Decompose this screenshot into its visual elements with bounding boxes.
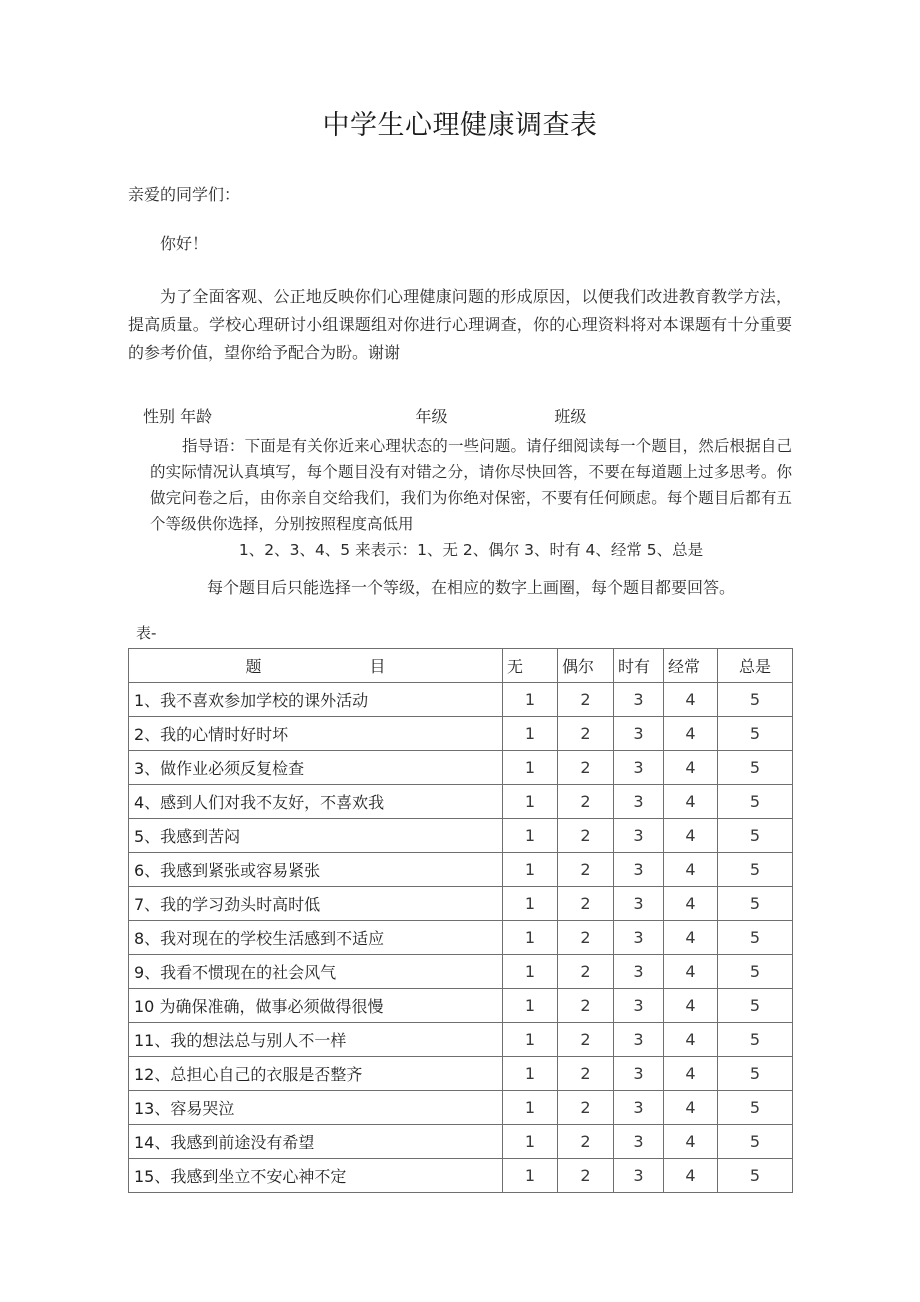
table-row <box>129 785 793 819</box>
column-header-always: 总是 <box>718 649 793 683</box>
table-row <box>129 1125 793 1159</box>
rating-option-3[interactable]: 3 <box>614 1091 664 1125</box>
rating-option-1[interactable]: 1 <box>503 955 558 989</box>
rating-option-1[interactable]: 1 <box>503 1023 558 1057</box>
rating-option-1[interactable]: 1 <box>503 819 558 853</box>
rating-option-5[interactable]: 5 <box>718 751 793 785</box>
rating-option-5[interactable]: 5 <box>718 1023 793 1057</box>
greeting-text: 你好！ <box>160 234 209 253</box>
rating-option-5[interactable]: 5 <box>718 1159 793 1193</box>
rating-option-5[interactable]: 5 <box>718 785 793 819</box>
rating-option-1[interactable]: 1 <box>503 683 558 717</box>
answering-note: 每个题目后只能选择一个等级，在相应的数字上画圈，每个题目都要回答。 <box>206 578 735 597</box>
survey-table-container <box>128 648 792 1193</box>
rating-option-4[interactable]: 4 <box>664 887 718 921</box>
column-header-item <box>129 649 503 683</box>
rating-option-2[interactable]: 2 <box>558 751 614 785</box>
rating-option-2[interactable]: 2 <box>558 1159 614 1193</box>
rating-option-1[interactable]: 1 <box>503 853 558 887</box>
rating-option-2[interactable]: 2 <box>558 1091 614 1125</box>
rating-option-2[interactable]: 2 <box>558 1057 614 1091</box>
column-header-rarely: 偶尔 <box>558 649 614 683</box>
rating-option-4[interactable]: 4 <box>664 683 718 717</box>
rating-option-3[interactable]: 3 <box>614 751 664 785</box>
page-title: 中学生心理健康调查表 <box>322 110 598 141</box>
intro-paragraph: 为了全面客观、公正地反映你们心理健康问题的形成原因，以便我们改进教育教学方法，提高质量。学校心理研讨小组课题组对你进行心理调查，你的心理资料将对本课题有十分重要的参考价值，望你给予配合为盼。谢谢 <box>128 287 792 362</box>
rating-option-3[interactable]: 3 <box>614 853 664 887</box>
rating-option-2[interactable]: 2 <box>558 1023 614 1057</box>
rating-option-2[interactable]: 2 <box>558 887 614 921</box>
rating-option-1[interactable]: 1 <box>503 921 558 955</box>
rating-option-1[interactable]: 1 <box>503 1091 558 1125</box>
table-row <box>129 921 793 955</box>
rating-option-3[interactable]: 3 <box>614 1023 664 1057</box>
table-row <box>129 1023 793 1057</box>
survey-table-body <box>129 683 793 1193</box>
question-text: 14、我感到前途没有希望 <box>129 1125 503 1159</box>
question-text: 12、总担心自己的衣服是否整齐 <box>129 1057 503 1091</box>
rating-option-3[interactable]: 3 <box>614 785 664 819</box>
rating-option-1[interactable]: 1 <box>503 1125 558 1159</box>
rating-option-3[interactable]: 3 <box>614 989 664 1023</box>
rating-option-4[interactable]: 4 <box>664 989 718 1023</box>
rating-option-4[interactable]: 4 <box>664 1125 718 1159</box>
column-header-item-left: 题 <box>245 657 262 676</box>
rating-option-4[interactable]: 4 <box>664 921 718 955</box>
question-text: 2、我的心情时好时坏 <box>129 717 503 751</box>
table-header-row <box>129 649 793 683</box>
salutation-text: 亲爱的同学们： <box>128 185 241 204</box>
rating-option-3[interactable]: 3 <box>614 887 664 921</box>
table-row <box>129 751 793 785</box>
rating-option-4[interactable]: 4 <box>664 717 718 751</box>
rating-option-4[interactable]: 4 <box>664 785 718 819</box>
rating-option-3[interactable]: 3 <box>614 921 664 955</box>
table-row <box>129 1159 793 1193</box>
table-row <box>129 717 793 751</box>
question-text: 7、我的学习劲头时高时低 <box>129 887 503 921</box>
rating-option-2[interactable]: 2 <box>558 1125 614 1159</box>
guidance-scale-legend: 1、2、3、4、5 来表示：1、无 2、偶尔 3、时有 4、经常 5、总是 <box>238 541 704 559</box>
rating-option-1[interactable]: 1 <box>503 989 558 1023</box>
rating-option-3[interactable]: 3 <box>614 819 664 853</box>
rating-option-3[interactable]: 3 <box>614 955 664 989</box>
rating-option-2[interactable]: 2 <box>558 819 614 853</box>
table-row <box>129 1057 793 1091</box>
table-row <box>129 955 793 989</box>
question-text: 11、我的想法总与别人不一样 <box>129 1023 503 1057</box>
rating-option-5[interactable]: 5 <box>718 989 793 1023</box>
rating-option-4[interactable]: 4 <box>664 819 718 853</box>
column-header-often: 经常 <box>664 649 718 683</box>
rating-option-5[interactable]: 5 <box>718 819 793 853</box>
rating-option-5[interactable]: 5 <box>718 1057 793 1091</box>
rating-option-4[interactable]: 4 <box>664 751 718 785</box>
identity-fields-line: 性别 年龄 年级 班级 <box>143 407 587 426</box>
rating-option-2[interactable]: 2 <box>558 717 614 751</box>
table-row <box>129 683 793 717</box>
rating-option-1[interactable]: 1 <box>503 751 558 785</box>
question-text: 1、我不喜欢参加学校的课外活动 <box>129 683 503 717</box>
table-row <box>129 819 793 853</box>
rating-option-1[interactable]: 1 <box>503 717 558 751</box>
rating-option-5[interactable]: 5 <box>718 853 793 887</box>
column-header-none: 无 <box>503 649 558 683</box>
rating-option-4[interactable]: 4 <box>664 955 718 989</box>
rating-option-1[interactable]: 1 <box>503 1057 558 1091</box>
rating-option-5[interactable]: 5 <box>718 1125 793 1159</box>
question-text: 10 为确保准确，做事必须做得很慢 <box>129 989 503 1023</box>
rating-option-5[interactable]: 5 <box>718 921 793 955</box>
question-text: 9、我看不惯现在的社会风气 <box>129 955 503 989</box>
column-header-item-right: 目 <box>369 657 386 676</box>
rating-option-4[interactable]: 4 <box>664 853 718 887</box>
table-caption: 表- <box>136 624 157 642</box>
question-text: 13、容易哭泣 <box>129 1091 503 1125</box>
guidance-body: 指导语：下面是有关你近来心理状态的一些问题。请仔细阅读每一个题目，然后根据自己的实际情况认真填写，每个题目没有对错之分，请你尽快回答，不要在每道题上过多思考。你做完问卷之后，由你亲自交给我们，我们为你绝对保密，不要有任何顾虑。每个题目后都有五个等级供你选择，分别按照程度高低用 <box>150 437 792 533</box>
guidance-block <box>150 433 792 563</box>
rating-option-5[interactable]: 5 <box>718 955 793 989</box>
table-row <box>129 853 793 887</box>
rating-option-1[interactable]: 1 <box>503 1159 558 1193</box>
rating-option-2[interactable]: 2 <box>558 989 614 1023</box>
question-text: 4、感到人们对我不友好，不喜欢我 <box>129 785 503 819</box>
rating-option-1[interactable]: 1 <box>503 785 558 819</box>
rating-option-5[interactable]: 5 <box>718 1091 793 1125</box>
rating-option-3[interactable]: 3 <box>614 717 664 751</box>
survey-table <box>128 648 793 1193</box>
rating-option-4[interactable]: 4 <box>664 1023 718 1057</box>
rating-option-3[interactable]: 3 <box>614 683 664 717</box>
rating-option-2[interactable]: 2 <box>558 683 614 717</box>
rating-option-4[interactable]: 4 <box>664 1091 718 1125</box>
table-row <box>129 1091 793 1125</box>
rating-option-5[interactable]: 5 <box>718 887 793 921</box>
table-row <box>129 989 793 1023</box>
table-row <box>129 887 793 921</box>
rating-option-2[interactable]: 2 <box>558 785 614 819</box>
rating-option-5[interactable]: 5 <box>718 683 793 717</box>
question-text: 3、做作业必须反复检查 <box>129 751 503 785</box>
column-header-sometimes: 时有 <box>614 649 664 683</box>
rating-option-2[interactable]: 2 <box>558 853 614 887</box>
question-text: 8、我对现在的学校生活感到不适应 <box>129 921 503 955</box>
rating-option-1[interactable]: 1 <box>503 887 558 921</box>
rating-option-5[interactable]: 5 <box>718 717 793 751</box>
rating-option-3[interactable]: 3 <box>614 1159 664 1193</box>
question-text: 6、我感到紧张或容易紧张 <box>129 853 503 887</box>
rating-option-4[interactable]: 4 <box>664 1057 718 1091</box>
rating-option-3[interactable]: 3 <box>614 1057 664 1091</box>
rating-option-2[interactable]: 2 <box>558 955 614 989</box>
rating-option-4[interactable]: 4 <box>664 1159 718 1193</box>
question-text: 15、我感到坐立不安心神不定 <box>129 1159 503 1193</box>
question-text: 5、我感到苦闷 <box>129 819 503 853</box>
rating-option-2[interactable]: 2 <box>558 921 614 955</box>
rating-option-3[interactable]: 3 <box>614 1125 664 1159</box>
